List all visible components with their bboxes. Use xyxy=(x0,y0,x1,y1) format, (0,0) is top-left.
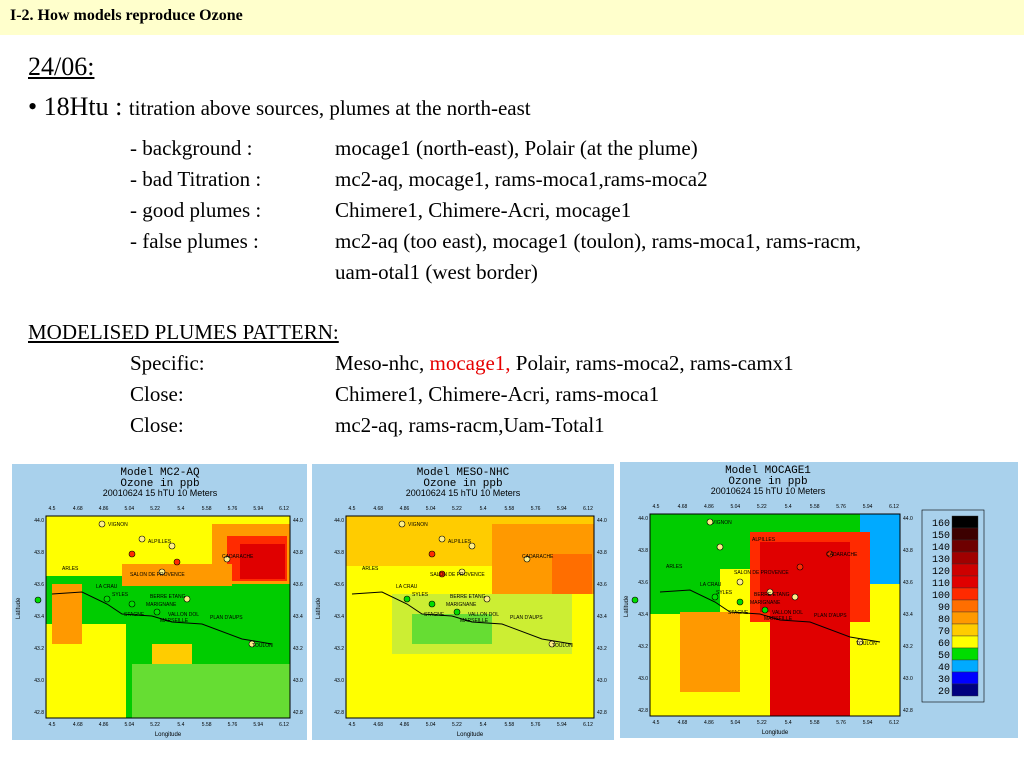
x-tick-label: 4.86 xyxy=(399,506,410,512)
y-tick-label: 43.4 xyxy=(638,612,648,618)
legend-swatch xyxy=(952,516,978,528)
pattern-heading: MODELISED PLUMES PATTERN: xyxy=(28,320,339,344)
x-tick-label: 5.22 xyxy=(452,722,462,728)
detail-value: mc2-aq, mocage1, rams-moca1,rams-moca2 xyxy=(335,167,708,191)
legend-value: 130 xyxy=(931,555,950,566)
map-title: Model MOCAGE1 xyxy=(725,465,811,477)
place-label: SYLES xyxy=(716,590,733,596)
y-tick-label: 43.2 xyxy=(638,644,648,650)
pattern-post: Polair, rams-moca2, rams-camx1 xyxy=(510,351,794,375)
detail-value: Chimere1, Chimere-Acri, mocage1 xyxy=(335,198,632,222)
x-tick-label: 5.58 xyxy=(504,506,515,512)
x-tick-label: 5.94 xyxy=(556,506,567,512)
x-tick-label: 5.58 xyxy=(809,720,820,726)
place-label: ARLES xyxy=(62,566,79,572)
x-tick-label: 5.76 xyxy=(227,722,238,728)
x-tick-label: 5.22 xyxy=(150,722,160,728)
place-label: VALLON DOL xyxy=(168,612,200,618)
place-label: SYLES xyxy=(112,592,129,598)
legend-swatch xyxy=(952,588,978,600)
bullet-line xyxy=(28,92,531,122)
legend-value: 120 xyxy=(931,567,950,578)
x-tick-label: 5.58 xyxy=(201,506,212,512)
place-label: TOULON xyxy=(552,643,573,649)
y-tick-label: 43.6 xyxy=(34,582,44,588)
y-tick-label: 43.6 xyxy=(638,580,648,586)
x-tick-label: 6.12 xyxy=(279,506,289,512)
legend-value: 80 xyxy=(937,615,950,626)
y-tick-label: 43.0 xyxy=(597,678,607,684)
place-label: BERRE ETANG xyxy=(754,592,790,598)
legend-swatch xyxy=(952,540,978,552)
x-tick-label: 4.5 xyxy=(48,506,56,512)
y-tick-label: 43.8 xyxy=(903,548,913,554)
y-tick-label: 44.0 xyxy=(903,516,913,522)
legend-swatch xyxy=(952,612,978,624)
map-canvas xyxy=(312,464,614,740)
place-label: VIGNON xyxy=(408,522,428,528)
place-label: TOULON xyxy=(856,641,877,647)
detail-label: - good plumes : xyxy=(130,198,262,222)
legend-value: 20 xyxy=(937,687,950,698)
x-axis-label: Longitude xyxy=(456,732,484,738)
y-tick-label: 43.6 xyxy=(334,582,344,588)
map-datetime: 20010624 15 hTU 10 Meters xyxy=(405,488,521,498)
y-tick-label: 43.2 xyxy=(903,644,913,650)
x-tick-label: 5.4 xyxy=(784,504,792,510)
place-label: ALPILLES xyxy=(752,537,776,543)
y-axis-label: Latitude xyxy=(624,595,630,617)
y-tick-label: 43.8 xyxy=(638,548,648,554)
y-axis-label: Latitude xyxy=(16,597,22,619)
map-title: Model MESO-NHC xyxy=(416,467,510,479)
y-tick-label: 43.6 xyxy=(597,582,607,588)
x-tick-label: 5.94 xyxy=(253,722,264,728)
x-tick-label: 4.86 xyxy=(399,722,410,728)
legend-value: 90 xyxy=(937,603,950,614)
legend-swatch xyxy=(952,684,978,696)
x-tick-label: 5.76 xyxy=(836,720,846,726)
x-tick-label: 4.68 xyxy=(72,506,83,512)
place-label: CADARACHE xyxy=(222,554,254,560)
legend-swatch xyxy=(952,528,978,540)
slide-header xyxy=(0,0,1024,35)
y-tick-label: 43.0 xyxy=(334,678,344,684)
date-heading: 24/06: xyxy=(28,52,95,81)
place-label: PLAN D'AUPS xyxy=(510,615,543,621)
y-tick-label: 44.0 xyxy=(293,518,303,524)
x-tick-label: 5.76 xyxy=(530,722,541,728)
x-tick-label: 5.04 xyxy=(730,504,741,510)
x-tick-label: 6.12 xyxy=(889,504,899,510)
y-tick-label: 42.8 xyxy=(334,710,344,716)
x-tick-label: 4.5 xyxy=(348,722,356,728)
x-tick-label: 5.76 xyxy=(836,504,846,510)
x-tick-label: 5.04 xyxy=(124,722,135,728)
pattern-label: Specific: xyxy=(130,351,205,375)
place-label: ARLES xyxy=(362,566,379,572)
x-tick-label: 5.76 xyxy=(530,506,541,512)
map-canvas xyxy=(12,464,307,740)
y-tick-label: 43.8 xyxy=(597,550,607,556)
x-tick-label: 5.4 xyxy=(479,722,487,728)
legend-swatch xyxy=(952,552,978,564)
x-tick-label: 4.68 xyxy=(373,506,384,512)
y-tick-label: 42.8 xyxy=(638,708,648,714)
x-tick-label: 5.94 xyxy=(862,720,873,726)
x-tick-label: 5.4 xyxy=(479,506,487,512)
legend-value: 30 xyxy=(937,675,950,686)
x-tick-label: 5.58 xyxy=(201,722,212,728)
y-tick-label: 42.8 xyxy=(903,708,913,714)
y-tick-label: 43.0 xyxy=(638,676,648,682)
place-label: SALON DE PROVENCE xyxy=(130,572,185,578)
map-title: Model MC2-AQ xyxy=(120,467,200,479)
place-label: PLAN D'AUPS xyxy=(210,615,243,621)
y-tick-label: 43.4 xyxy=(597,614,607,620)
place-label: ALPILLES xyxy=(148,539,172,545)
x-tick-label: 5.76 xyxy=(227,506,238,512)
legend-value: 160 xyxy=(931,519,950,530)
x-tick-label: 4.86 xyxy=(704,504,714,510)
x-tick-label: 5.4 xyxy=(784,720,792,726)
place-label: ARLES xyxy=(666,564,683,570)
place-label: STAGNE xyxy=(424,612,445,618)
pattern-value xyxy=(335,351,794,376)
detail-value: uam-otal1 (west border) xyxy=(335,260,538,284)
place-label: VIGNON xyxy=(712,520,732,526)
map-subtitle: Ozone in ppb xyxy=(120,478,200,490)
legend-value: 110 xyxy=(931,579,950,590)
place-label: MARIGNANE xyxy=(446,602,477,608)
x-axis-label: Longitude xyxy=(761,730,789,736)
place-label: ALPILLES xyxy=(448,539,472,545)
y-tick-label: 44.0 xyxy=(638,516,648,522)
y-tick-label: 43.0 xyxy=(34,678,44,684)
place-label: TOULON xyxy=(252,643,273,649)
x-tick-label: 5.22 xyxy=(150,506,160,512)
place-label: VALLON DOL xyxy=(468,612,500,618)
legend-value: 60 xyxy=(937,639,950,650)
y-tick-label: 43.2 xyxy=(334,646,344,652)
pattern-pre: Meso-nhc, xyxy=(335,351,430,375)
y-tick-label: 42.8 xyxy=(34,710,44,716)
legend-value: 100 xyxy=(931,591,950,602)
y-tick-label: 44.0 xyxy=(334,518,344,524)
y-tick-label: 43.4 xyxy=(293,614,303,620)
legend-swatch xyxy=(952,648,978,660)
legend-value: 50 xyxy=(937,651,950,662)
ozone-legend xyxy=(922,510,984,702)
y-tick-label: 43.4 xyxy=(334,614,344,620)
map-subtitle: Ozone in ppb xyxy=(728,476,808,488)
bullet-prefix: • 18Htu : xyxy=(28,92,129,121)
x-tick-label: 6.12 xyxy=(583,506,593,512)
detail-label: - false plumes : xyxy=(130,229,259,253)
y-tick-label: 43.6 xyxy=(293,582,303,588)
y-tick-label: 44.0 xyxy=(597,518,607,524)
y-tick-label: 43.4 xyxy=(34,614,44,620)
ozone-map-mocage1 xyxy=(620,462,1018,738)
y-tick-label: 43.2 xyxy=(293,646,303,652)
x-tick-label: 4.68 xyxy=(373,722,384,728)
place-label: LA CRAU xyxy=(396,584,418,590)
y-tick-label: 43.2 xyxy=(597,646,607,652)
x-tick-label: 5.94 xyxy=(556,722,567,728)
y-tick-label: 44.0 xyxy=(34,518,44,524)
x-tick-label: 4.5 xyxy=(652,504,660,510)
place-label: MARIGNANE xyxy=(146,602,177,608)
place-label: SALON DE PROVENCE xyxy=(734,570,789,576)
x-tick-label: 5.04 xyxy=(425,506,436,512)
legend-value: 140 xyxy=(931,543,950,554)
place-label: SYLES xyxy=(412,592,429,598)
place-label: STAGNE xyxy=(124,612,145,618)
detail-value: mocage1 (north-east), Polair (at the plume) xyxy=(335,136,698,160)
y-tick-label: 43.8 xyxy=(34,550,44,556)
x-tick-label: 4.5 xyxy=(348,506,356,512)
x-tick-label: 6.12 xyxy=(583,722,593,728)
y-axis-label: Latitude xyxy=(316,597,322,619)
legend-swatch xyxy=(952,672,978,684)
map-subtitle: Ozone in ppb xyxy=(423,478,503,490)
place-label: LA CRAU xyxy=(700,582,722,588)
legend-swatch xyxy=(952,660,978,672)
legend-swatch xyxy=(952,624,978,636)
place-label: CADARACHE xyxy=(522,554,554,560)
map-datetime: 20010624 15 hTU 10 Meters xyxy=(102,488,218,498)
x-tick-label: 5.04 xyxy=(730,720,741,726)
x-tick-label: 4.86 xyxy=(98,722,109,728)
x-tick-label: 5.4 xyxy=(177,506,185,512)
x-tick-label: 4.68 xyxy=(72,722,83,728)
place-label: VIGNON xyxy=(108,522,128,528)
legend-swatch xyxy=(952,636,978,648)
legend-value: 150 xyxy=(931,531,950,542)
ozone-map-mc2aq xyxy=(12,464,307,740)
x-tick-label: 4.68 xyxy=(677,504,688,510)
x-tick-label: 6.12 xyxy=(889,720,899,726)
ozone-map-mesonhc xyxy=(312,464,614,740)
y-tick-label: 43.2 xyxy=(34,646,44,652)
x-tick-label: 4.86 xyxy=(98,506,109,512)
place-label: CADARACHE xyxy=(826,552,858,558)
pattern-value: Chimere1, Chimere-Acri, rams-moca1 xyxy=(335,382,660,406)
y-tick-label: 43.8 xyxy=(293,550,303,556)
x-tick-label: 5.58 xyxy=(809,504,820,510)
map-datetime: 20010624 15 hTU 10 Meters xyxy=(710,486,826,496)
legend-swatch xyxy=(952,600,978,612)
legend-value: 70 xyxy=(937,627,950,638)
x-tick-label: 5.22 xyxy=(756,504,767,510)
detail-value: mc2-aq (too east), mocage1 (toulon), rams-moca1, rams-racm, xyxy=(335,229,861,253)
place-label: MARSEILLE xyxy=(160,618,189,624)
place-label: MARSEILLE xyxy=(764,616,793,622)
legend-swatch xyxy=(952,564,978,576)
x-tick-label: 4.68 xyxy=(677,720,688,726)
y-tick-label: 42.8 xyxy=(597,710,607,716)
x-tick-label: 4.5 xyxy=(652,720,660,726)
y-tick-label: 43.0 xyxy=(293,678,303,684)
place-label: BERRE ETANG xyxy=(450,594,486,600)
slide-title: I-2. How models reproduce Ozone xyxy=(10,7,243,24)
x-tick-label: 5.04 xyxy=(425,722,436,728)
x-tick-label: 5.58 xyxy=(504,722,515,728)
legend-value: 40 xyxy=(937,663,950,674)
x-axis-label: Longitude xyxy=(154,732,182,738)
y-tick-label: 43.4 xyxy=(903,612,913,618)
place-label: BERRE ETANG xyxy=(150,594,186,600)
detail-label: - background : xyxy=(130,136,253,160)
y-tick-label: 43.6 xyxy=(903,580,913,586)
x-tick-label: 4.5 xyxy=(48,722,56,728)
y-tick-label: 43.0 xyxy=(903,676,913,682)
map-canvas xyxy=(620,462,1018,738)
pattern-label: Close: xyxy=(130,413,184,437)
place-label: LA CRAU xyxy=(96,584,118,590)
x-tick-label: 6.12 xyxy=(279,722,289,728)
place-label: VALLON DOL xyxy=(772,610,804,616)
bullet-text: titration above sources, plumes at the north-east xyxy=(128,96,531,120)
x-tick-label: 5.04 xyxy=(124,506,135,512)
detail-label: - bad Titration : xyxy=(130,167,262,191)
legend-swatch xyxy=(952,576,978,588)
x-tick-label: 5.22 xyxy=(756,720,767,726)
pattern-value: mc2-aq, rams-racm,Uam-Total1 xyxy=(335,413,605,437)
place-label: PLAN D'AUPS xyxy=(814,613,847,619)
x-tick-label: 5.22 xyxy=(452,506,462,512)
x-tick-label: 5.94 xyxy=(253,506,264,512)
place-label: MARIGNANE xyxy=(750,600,781,606)
pattern-highlight: mocage1, xyxy=(429,351,511,375)
y-tick-label: 43.8 xyxy=(334,550,344,556)
x-tick-label: 4.86 xyxy=(704,720,714,726)
place-label: SALON DE PROVENCE xyxy=(430,572,485,578)
x-tick-label: 5.4 xyxy=(177,722,185,728)
y-tick-label: 42.8 xyxy=(293,710,303,716)
place-label: MARSEILLE xyxy=(460,618,489,624)
place-label: STAGNE xyxy=(728,610,749,616)
pattern-label: Close: xyxy=(130,382,184,406)
x-tick-label: 5.94 xyxy=(862,504,873,510)
